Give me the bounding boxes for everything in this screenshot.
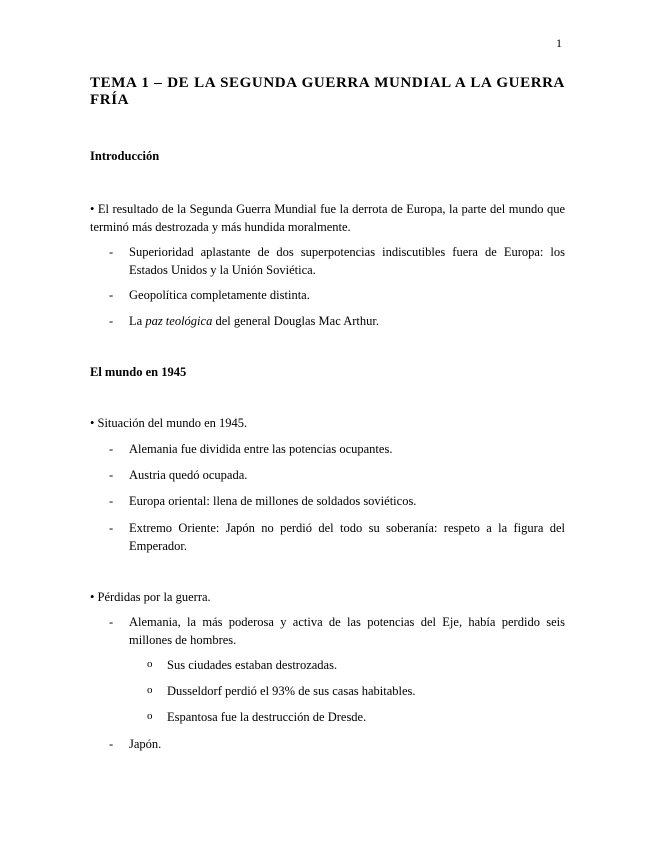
losses-paragraph: • Pérdidas por la guerra. [90,590,211,604]
list-item-text: Alemania fue dividida entre las potencias ocupantes. [129,442,393,456]
list-item [90,736,565,754]
sub-list-item [90,683,565,701]
dash-marker: - [109,314,114,328]
page-title: TEMA 1 – DE LA SEGUNDA GUERRA MUNDIAL A LA GUERRA FRÍA [90,75,565,108]
section-heading-intro: Introducción [90,149,160,163]
section-heading-world-1945: El mundo en 1945 [90,365,187,379]
list-item-text: Europa oriental: llena de millones de soldados soviéticos. [129,494,417,508]
list-item-text: Austria quedó ocupada. [129,468,248,482]
list-item-text: Japón. [129,737,162,751]
list-item-text-end: del general Douglas Mac Arthur. [212,314,379,328]
list-item-text-start: La [129,314,146,328]
sub-list-item [90,657,565,675]
list-item-text [129,313,565,331]
sub-bullet-marker: o [147,684,153,696]
emphasis-text: paz teológica [145,314,213,328]
sub-list-item-text: Sus ciudades estaban destrozadas. [167,658,338,672]
list-item-text: Alemania, la más poderosa y activa de las potencias del Eje, había perdido seis millones de hombres. [129,615,565,647]
dash-marker: - [109,288,114,302]
sub-bullet-marker: o [147,710,153,722]
list-item [90,287,565,305]
dash-marker: - [109,245,114,259]
list-item-text: Extremo Oriente: Japón no perdió del todo su soberanía: respeto a la figura del Emperador. [129,521,565,553]
dash-marker: - [109,442,114,456]
list-item [90,441,565,459]
list-item [90,244,565,279]
intro-paragraph: • El resultado de la Segunda Guerra Mundial fue la derrota de Europa, la parte del mundo que terminó más destrozada y más hundida moralmente. [90,202,565,234]
page-number: 1 [556,36,562,50]
dash-marker: - [109,494,114,508]
dash-marker: - [109,521,114,535]
list-item [90,493,565,511]
dash-marker: - [109,737,114,751]
sub-list-item [90,709,565,727]
dash-marker: - [109,468,114,482]
list-item-text: Geopolítica completamente distinta. [129,288,310,302]
list-item-text: Superioridad aplastante de dos superpotencias indiscutibles fuera de Europa: los Estados Unidos y la Unión Soviética. [129,245,565,277]
dash-marker: - [109,615,114,629]
sub-list-item-text: Espantosa fue la destrucción de Dresde. [167,710,367,724]
list-item [90,313,565,331]
situation-paragraph: • Situación del mundo en 1945. [90,416,248,430]
list-item [90,520,565,555]
sub-list-item-text: Dusseldorf perdió el 93% de sus casas habitables. [167,684,416,698]
list-item [90,467,565,485]
sub-bullet-marker: o [147,658,153,670]
list-item [90,614,565,649]
